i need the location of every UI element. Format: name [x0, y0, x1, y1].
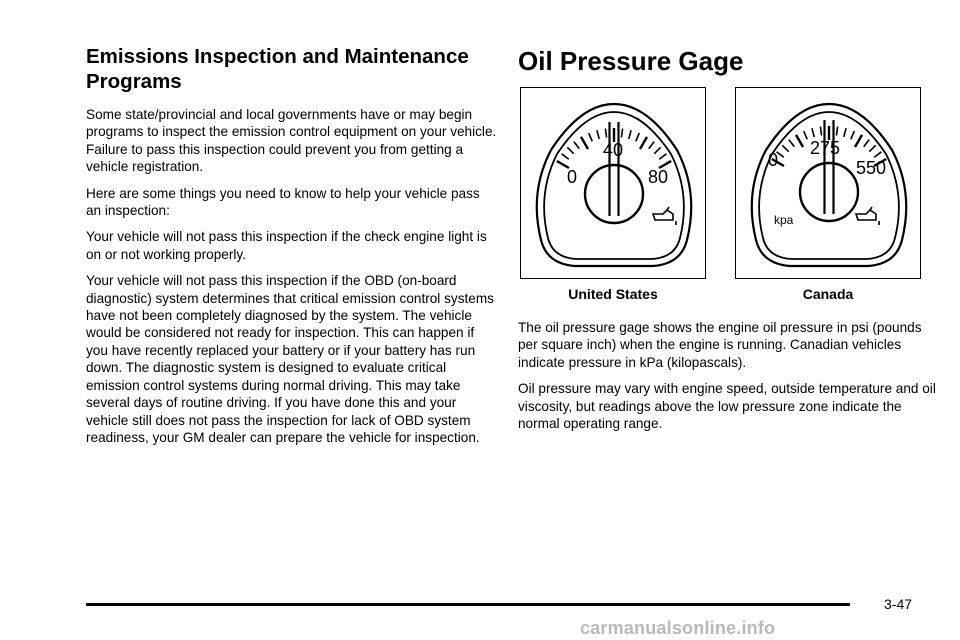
gauge-tick: [855, 135, 862, 147]
gauge-tick: [864, 140, 869, 147]
gauge-dial-us: [521, 88, 707, 280]
oil-can-icon: [653, 207, 676, 225]
gauge-tick: [589, 133, 592, 141]
section-heading-emissions: Emissions Inspection and Maintenance Programs: [86, 45, 469, 93]
gauge-tick: [844, 128, 846, 137]
gauge-tick: [597, 130, 599, 139]
gauge-tick: [782, 145, 788, 151]
oil-pressure-gauge-us: [520, 87, 706, 279]
gauge-tick: [629, 130, 631, 139]
gauge-tick: [654, 147, 660, 153]
section-heading-oil-pressure: Oil Pressure Gage: [518, 46, 744, 76]
paragraph: Your vehicle will not pass this inspection if the OBD (on-board diagnostic) system determines that critical emission control systems have not been completely diagnosed by the system. The vehicle would be considered not ready for inspection. This can happen if you have recently replaced your battery or if your battery has run down. The diagnostic system is designed to evaluate critical emission control systems during normal driving. This may take several days of routine driving. If you have done this and your vehicle still does not pass the inspection for lack of OBD system readiness, your GM dealer can prepare the vehicle for inspection.: [86, 273, 494, 445]
footer-rule: [86, 603, 850, 606]
paragraph: The oil pressure gage shows the engine oil pressure in psi (pounds per square inch) when the engine is running. Canadian vehicles indicate pressure in kPa (kilopascals).: [518, 320, 922, 370]
gauge-caption-canada: Canada: [802, 286, 854, 302]
paragraph: Oil pressure may vary with engine speed, outside temperature and oil viscosity, but readings above the low pressure zone indicate the normal operating range.: [518, 381, 936, 432]
gauge-tick: [851, 131, 854, 139]
gauge-tick: [605, 129, 606, 138]
gauge-tick: [567, 147, 573, 153]
gauge-tick: [659, 154, 666, 159]
gauge-label-max-us: 80: [648, 167, 669, 187]
gauge-tick: [874, 152, 881, 157]
oil-can-icon: [856, 207, 879, 225]
gauge-unit-canada: kpa: [774, 213, 794, 227]
gauge-tick: [812, 128, 814, 137]
paragraph: Some state/provincial and local governments have or may begin programs to inspect the emission control equipment on your vehicle. Failure to pass this inspection could prevent you from getting a vehicle registration.: [86, 107, 497, 175]
gauge-tick: [649, 142, 654, 149]
gauge-tick: [562, 154, 569, 159]
gauge-tick: [574, 142, 579, 149]
gauge-figure: [518, 87, 938, 309]
gauge-tick: [581, 137, 588, 149]
gauge-label-min-us: 0: [567, 167, 578, 187]
gauge-label-mid-us: 40: [603, 140, 624, 160]
gauge-label-max-canada: 550: [856, 158, 887, 178]
gauge-label-mid-canada: 275: [810, 138, 841, 158]
oil-pressure-gauge-canada: [735, 87, 921, 279]
gauge-tick: [836, 127, 837, 136]
gauge-tick: [820, 127, 821, 136]
right-column: [518, 44, 938, 432]
watermark: carmanualsonline.info: [580, 618, 776, 638]
left-column: [86, 44, 498, 446]
gauge-caption-us: United States: [568, 286, 658, 302]
paragraph: Your vehicle will not pass this inspection if the check engine light is on or not working properly.: [86, 229, 487, 262]
gauge-dial-canada: [736, 88, 922, 280]
gauge-tick: [640, 137, 647, 149]
gauge-tick: [869, 145, 875, 151]
page-number: 3-47: [884, 596, 913, 612]
gauge-label-min-canada: 0: [768, 150, 779, 170]
gauge-tick: [636, 133, 639, 141]
gauge-tick: [796, 135, 803, 147]
gauge-tick: [789, 140, 794, 147]
paragraph: Here are some things you need to know to help your vehicle pass an inspection:: [86, 185, 480, 219]
gauge-tick: [804, 131, 807, 139]
gauge-tick: [621, 129, 622, 138]
